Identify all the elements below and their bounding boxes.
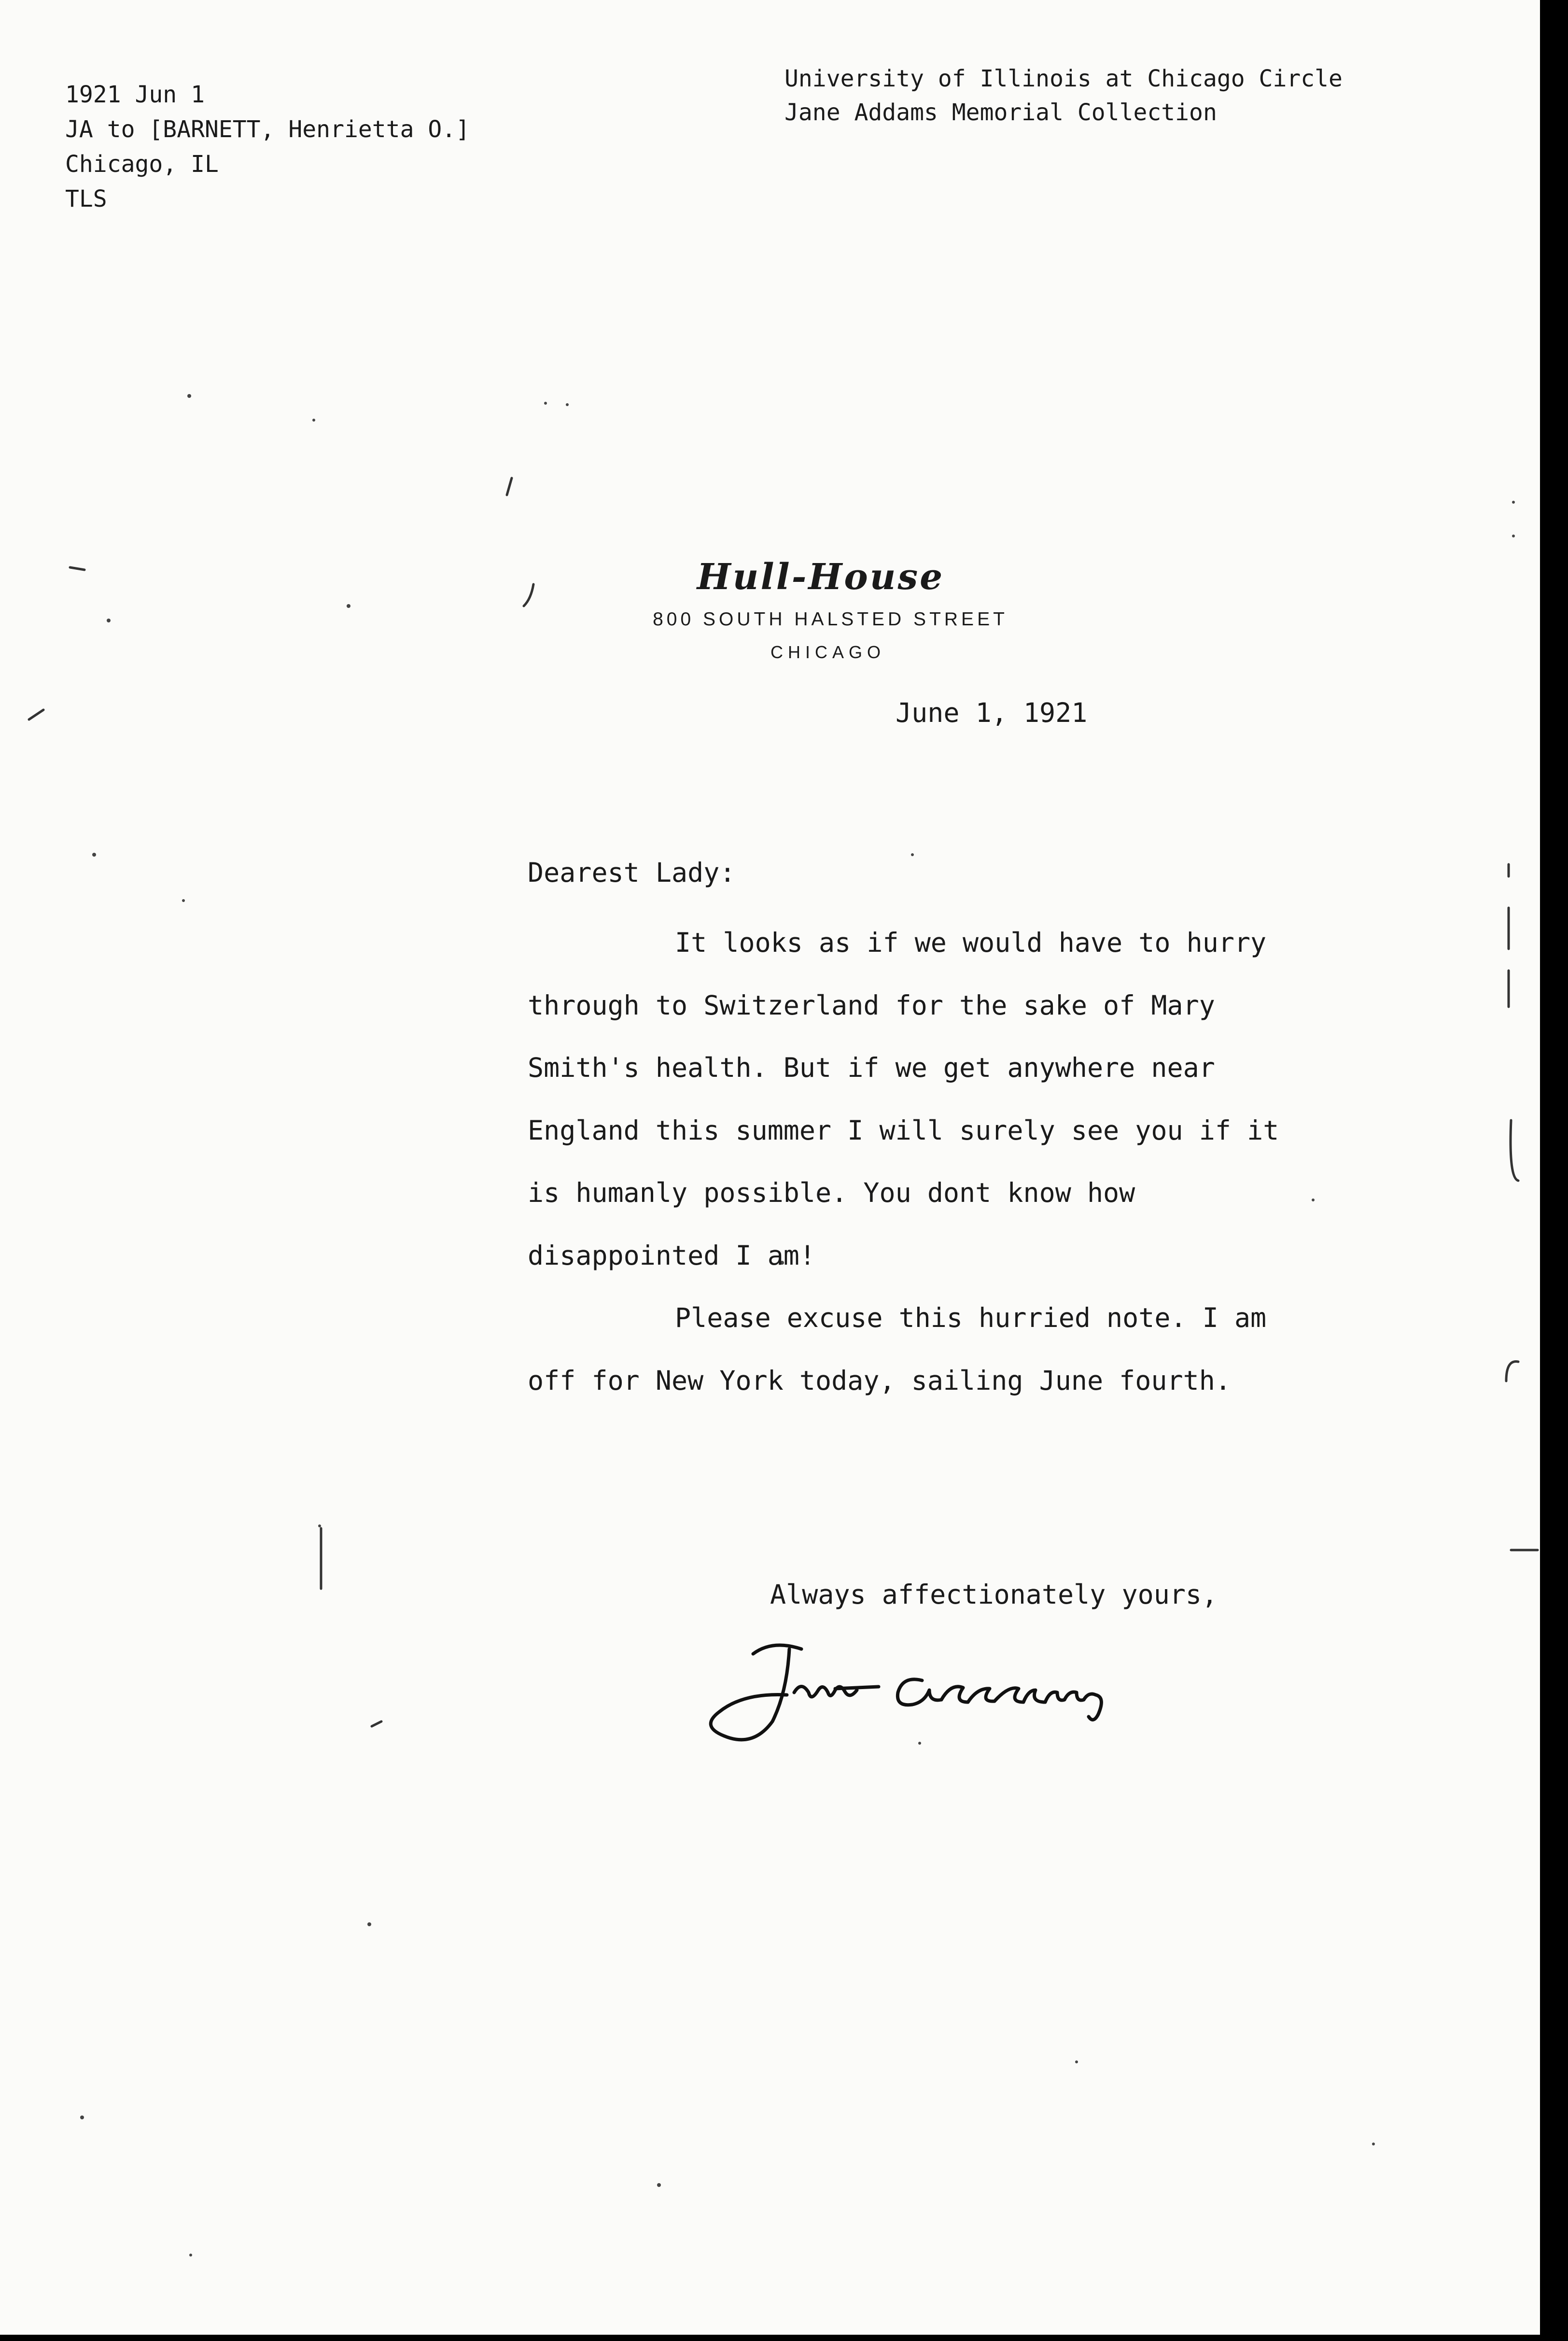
- letterhead-name: Hull-House: [697, 556, 945, 598]
- closing: Always affectionately yours,: [770, 1579, 1218, 1610]
- collection-institution: University of Illinois at Chicago Circle: [784, 65, 1343, 92]
- catalog-date: 1921 Jun 1: [65, 81, 205, 108]
- letterhead-city: CHICAGO: [770, 642, 885, 662]
- letterhead-street: 800 SOUTH HALSTED STREET: [653, 609, 1008, 630]
- signature: [690, 1635, 1226, 1746]
- catalog-type: TLS: [65, 185, 107, 212]
- catalog-header: [65, 77, 470, 216]
- letter-body: [528, 912, 1281, 1412]
- catalog-place: Chicago, IL: [65, 151, 219, 178]
- collection-name: Jane Addams Memorial Collection: [784, 99, 1217, 126]
- catalog-correspondents: JA to [BARNETT, Henrietta O.]: [65, 116, 470, 143]
- letter-date: June 1, 1921: [896, 697, 1088, 728]
- paragraph: It looks as if we would have to hurry through to Switzerland for the sake of Mary Smith's health. But if we get anywhere near England this summer I will surely see you if it is humanly possible. You dont know how disappointed I am!: [528, 927, 1279, 1271]
- letterhead: [579, 550, 1062, 669]
- collection-header: [784, 62, 1343, 129]
- salutation: Dearest Lady:: [528, 857, 736, 888]
- paragraph: Please excuse this hurried note. I am off for New York today, sailing June fourth.: [528, 1302, 1267, 1396]
